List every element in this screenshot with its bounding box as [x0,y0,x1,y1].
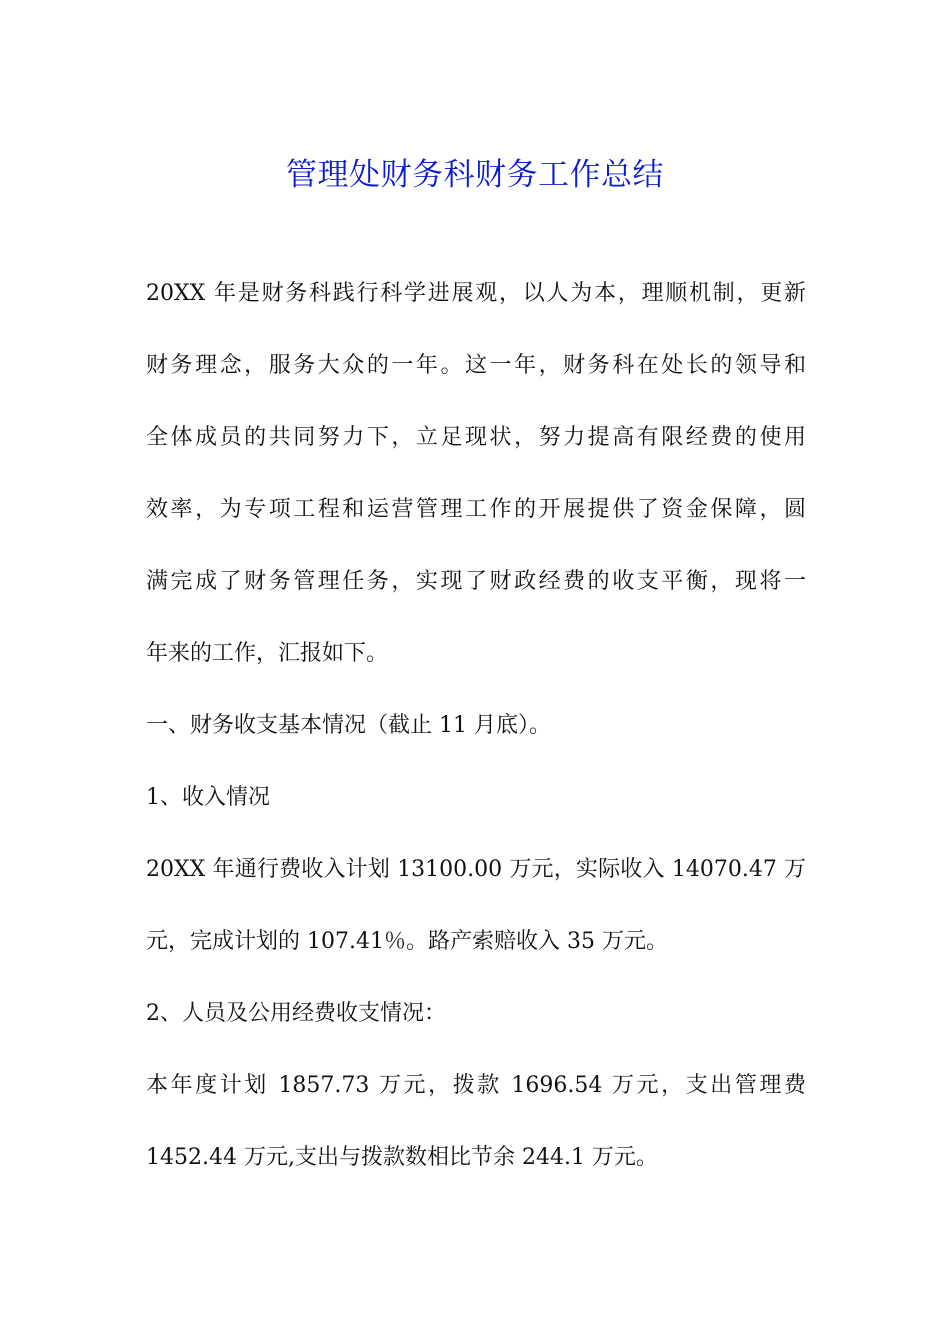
item-2-heading: 2、人员及公用经费收支情况： [146,1001,446,1026]
document-title: 管理处财务科财务工作总结 [286,156,664,193]
intro-line-5: 满完成了财务管理任务，实现了财政经费的收支平衡，现将一 [146,569,806,594]
expense-paragraph [146,1050,806,1194]
section-1-heading: 一、财务收支基本情况（截止 11 月底）。 [146,713,551,738]
document-body [146,258,806,1194]
expense-line-1: 本年度计划 1857.73 万元，拨款 1696.54 万元，支出管理费 [146,1073,806,1098]
intro-line-4: 效率，为专项工程和运营管理工作的开展提供了资金保障，圆 [146,497,806,522]
item-1-heading: 1、收入情况 [146,785,270,810]
intro-line-3: 全体成员的共同努力下，立足现状，努力提高有限经费的使用 [146,425,806,450]
income-paragraph [146,834,806,978]
intro-line-2: 财务理念，服务大众的一年。这一年，财务科在处长的领导和 [146,353,806,378]
expense-line-2: 1452.44 万元,支出与拨款数相比节余 244.1 万元。 [146,1145,658,1170]
intro-paragraph [146,258,806,690]
intro-line-1: 20XX 年是财务科践行科学进展观，以人为本，理顺机制，更新 [146,281,806,306]
income-line-1: 20XX 年通行费收入计划 13100.00 万元，实际收入 14070.47 万 [146,857,806,882]
income-line-2: 元，完成计划的 107.41％。路产索赔收入 35 万元。 [146,929,668,954]
intro-line-6: 年来的工作，汇报如下。 [146,641,389,666]
